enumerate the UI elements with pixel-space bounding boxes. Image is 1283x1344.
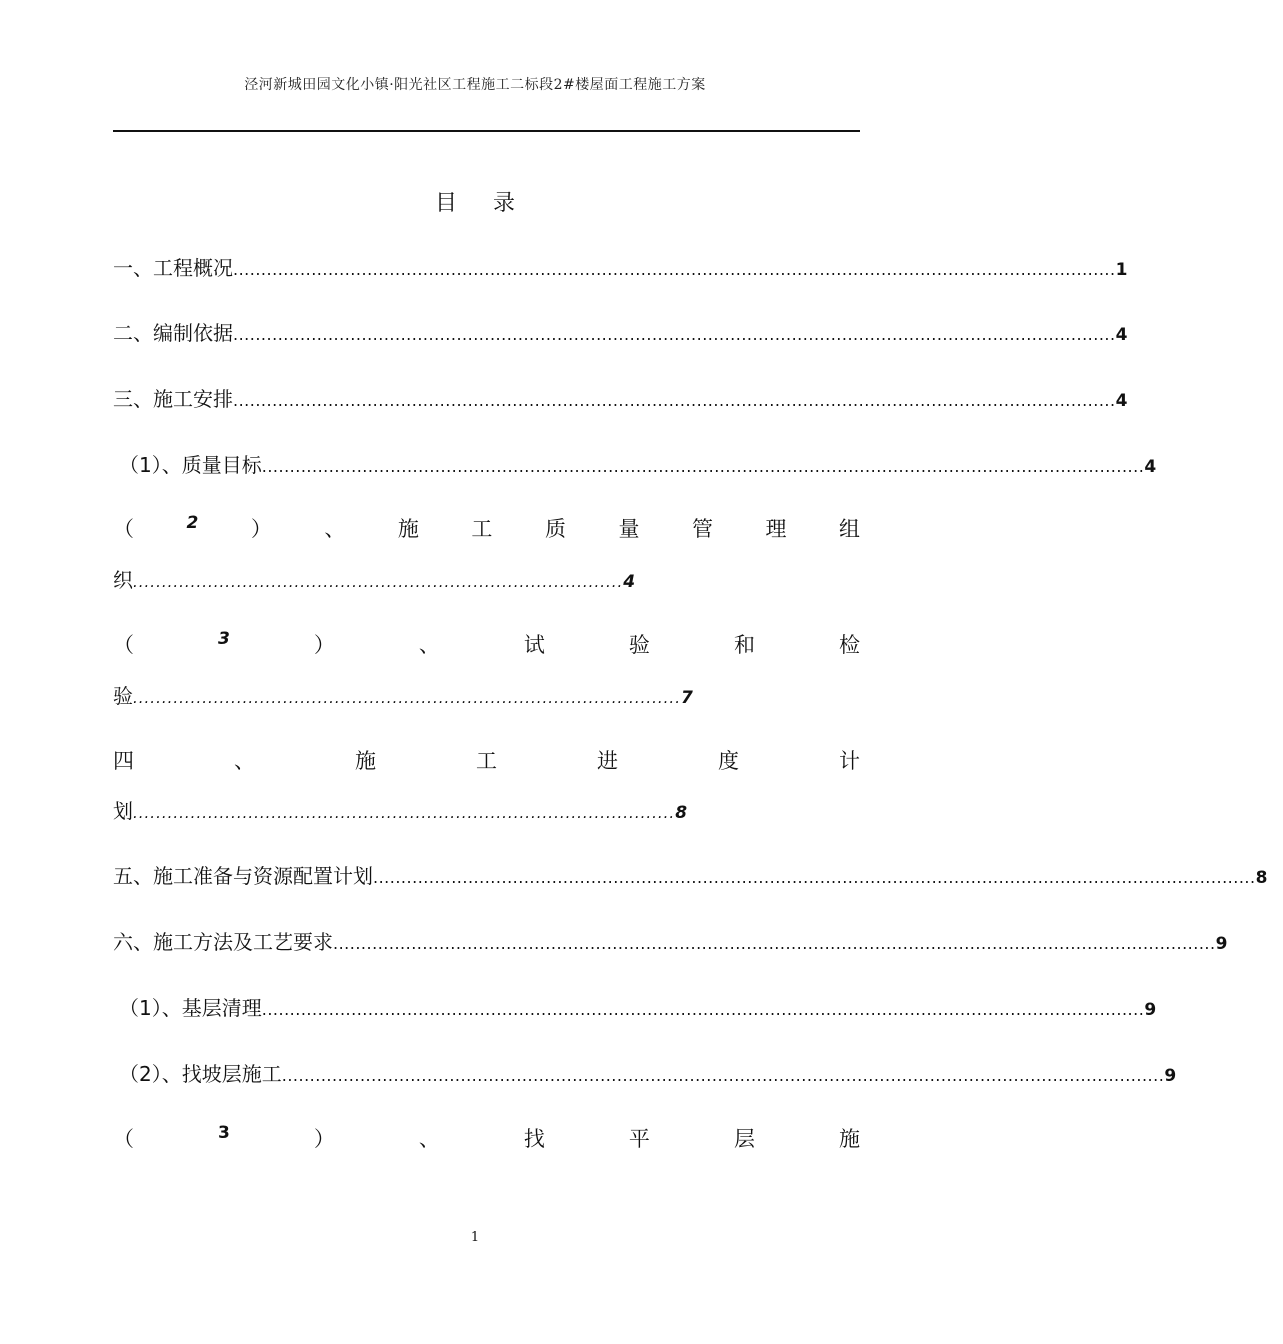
toc-entry-page: 4 [1144,457,1157,477]
toc-glyph: 施 [397,517,419,541]
toc-entry-label: 一、工程概况 [113,256,233,280]
toc-glyph: 检 [838,633,860,657]
toc-leader: .............................................................................................................................................................. [261,457,1145,476]
toc-glyph: 试 [523,633,545,657]
toc-glyph: ） [313,633,335,657]
toc-glyph: （ [113,633,134,657]
toc-glyph: 、 [418,1127,440,1151]
toc-entry-wrapped[interactable] [113,513,860,543]
toc-entry[interactable] [113,252,1128,282]
toc-glyph: 、 [418,633,440,657]
toc-glyph: 、 [324,517,346,541]
toc-title-part1: 目 [434,191,457,216]
toc-entry-continuation[interactable] [113,795,687,824]
running-header: 泾河新城田园文化小镇·阳光社区工程施工二标段2#楼屋面工程施工方案 [244,77,706,93]
toc-glyph: 四 [113,749,134,773]
toc-entry-label: 二、编制依据 [113,321,233,345]
toc-leader: .............................................................................................................................................................. [233,391,1116,410]
toc-leader: ..................................................................................... [133,573,624,591]
toc-entry-label: （1）、质量目标 [119,453,262,477]
toc-glyph: 质 [544,517,566,541]
toc-glyph: 找 [523,1127,545,1151]
toc-glyph: 3 [218,629,230,649]
toc-leader: .............................................................................................................................................................. [261,1000,1145,1019]
toc-entry-label: 验 [113,684,133,708]
toc-entry-wrapped[interactable] [113,629,860,659]
toc-glyph: ） [313,1127,335,1151]
toc-glyph: ） [250,517,272,541]
toc-entry-page: 9 [1144,1000,1157,1020]
toc-glyph: 进 [597,749,618,773]
toc-leader: .............................................................................................................................................................. [281,1066,1165,1085]
toc-entry[interactable] [113,317,1128,347]
toc-entry-label: 五、施工准备与资源配置计划 [113,864,373,888]
toc-entry-page: 4 [1115,391,1128,411]
toc-leader: .............................................................................................................................................................. [333,934,1216,953]
toc-glyph: 施 [838,1127,860,1151]
toc-glyph: 层 [733,1127,755,1151]
toc-entry[interactable] [113,449,1157,479]
toc-glyph: 组 [839,517,860,541]
toc-entry-page: 7 [680,688,693,708]
toc-glyph: 工 [476,749,497,773]
toc-leader: .............................................................................................................................................................. [233,325,1116,344]
toc-glyph: 理 [765,517,787,541]
toc-entry-page: 8 [1255,868,1268,888]
toc-entry[interactable] [113,383,1128,413]
toc-entry-page: 4 [623,572,636,592]
toc-glyph: 管 [691,517,713,541]
toc-entry-page: 4 [1115,325,1128,345]
toc-entry-label: （2）、找坡层施工 [119,1062,282,1086]
toc-glyph: 工 [471,517,493,541]
toc-entry-continuation[interactable] [113,564,635,593]
toc-entry-page: 8 [675,803,688,823]
toc-entry[interactable] [113,1058,1177,1088]
toc-glyph: 3 [218,1123,230,1143]
toc-entry-wrapped[interactable] [113,1123,860,1153]
toc-entry-label: 六、施工方法及工艺要求 [113,930,333,954]
toc-entry-page: 9 [1164,1066,1177,1086]
toc-leader: .............................................................................................................................................................. [233,260,1116,279]
toc-glyph: 验 [628,633,650,657]
toc-title-part2: 录 [493,191,516,216]
toc-glyph: 和 [733,633,755,657]
toc-title [0,186,950,217]
toc-glyph: （ [113,517,134,541]
toc-glyph: 施 [355,749,376,773]
toc-entry-page: 1 [1115,260,1128,280]
toc-glyph: 量 [618,517,640,541]
toc-glyph: 计 [839,749,860,773]
toc-glyph: 2 [186,513,199,533]
toc-entry-label: 织 [113,568,133,592]
toc-entry-label: 划 [113,799,133,823]
toc-glyph: （ [113,1127,134,1151]
toc-entry-label: （1）、基层清理 [119,996,262,1020]
toc-leader: .............................................................................................................................................................. [373,868,1256,887]
toc-entry-page: 9 [1215,934,1228,954]
page-number: 1 [470,1230,480,1245]
toc-entry[interactable] [113,926,1228,956]
header-divider [113,130,860,132]
toc-glyph: 、 [234,749,255,773]
toc-entry[interactable] [113,992,1157,1022]
toc-entry-continuation[interactable] [113,680,693,709]
toc-entry-wrapped[interactable] [113,745,860,775]
toc-glyph: 平 [628,1127,650,1151]
toc-glyph: 度 [718,749,739,773]
toc-leader: ............................................................................................... [133,689,681,707]
toc-entry[interactable] [113,860,1268,890]
toc-leader: .............................................................................................. [133,804,676,822]
toc-entry-label: 三、施工安排 [113,387,233,411]
